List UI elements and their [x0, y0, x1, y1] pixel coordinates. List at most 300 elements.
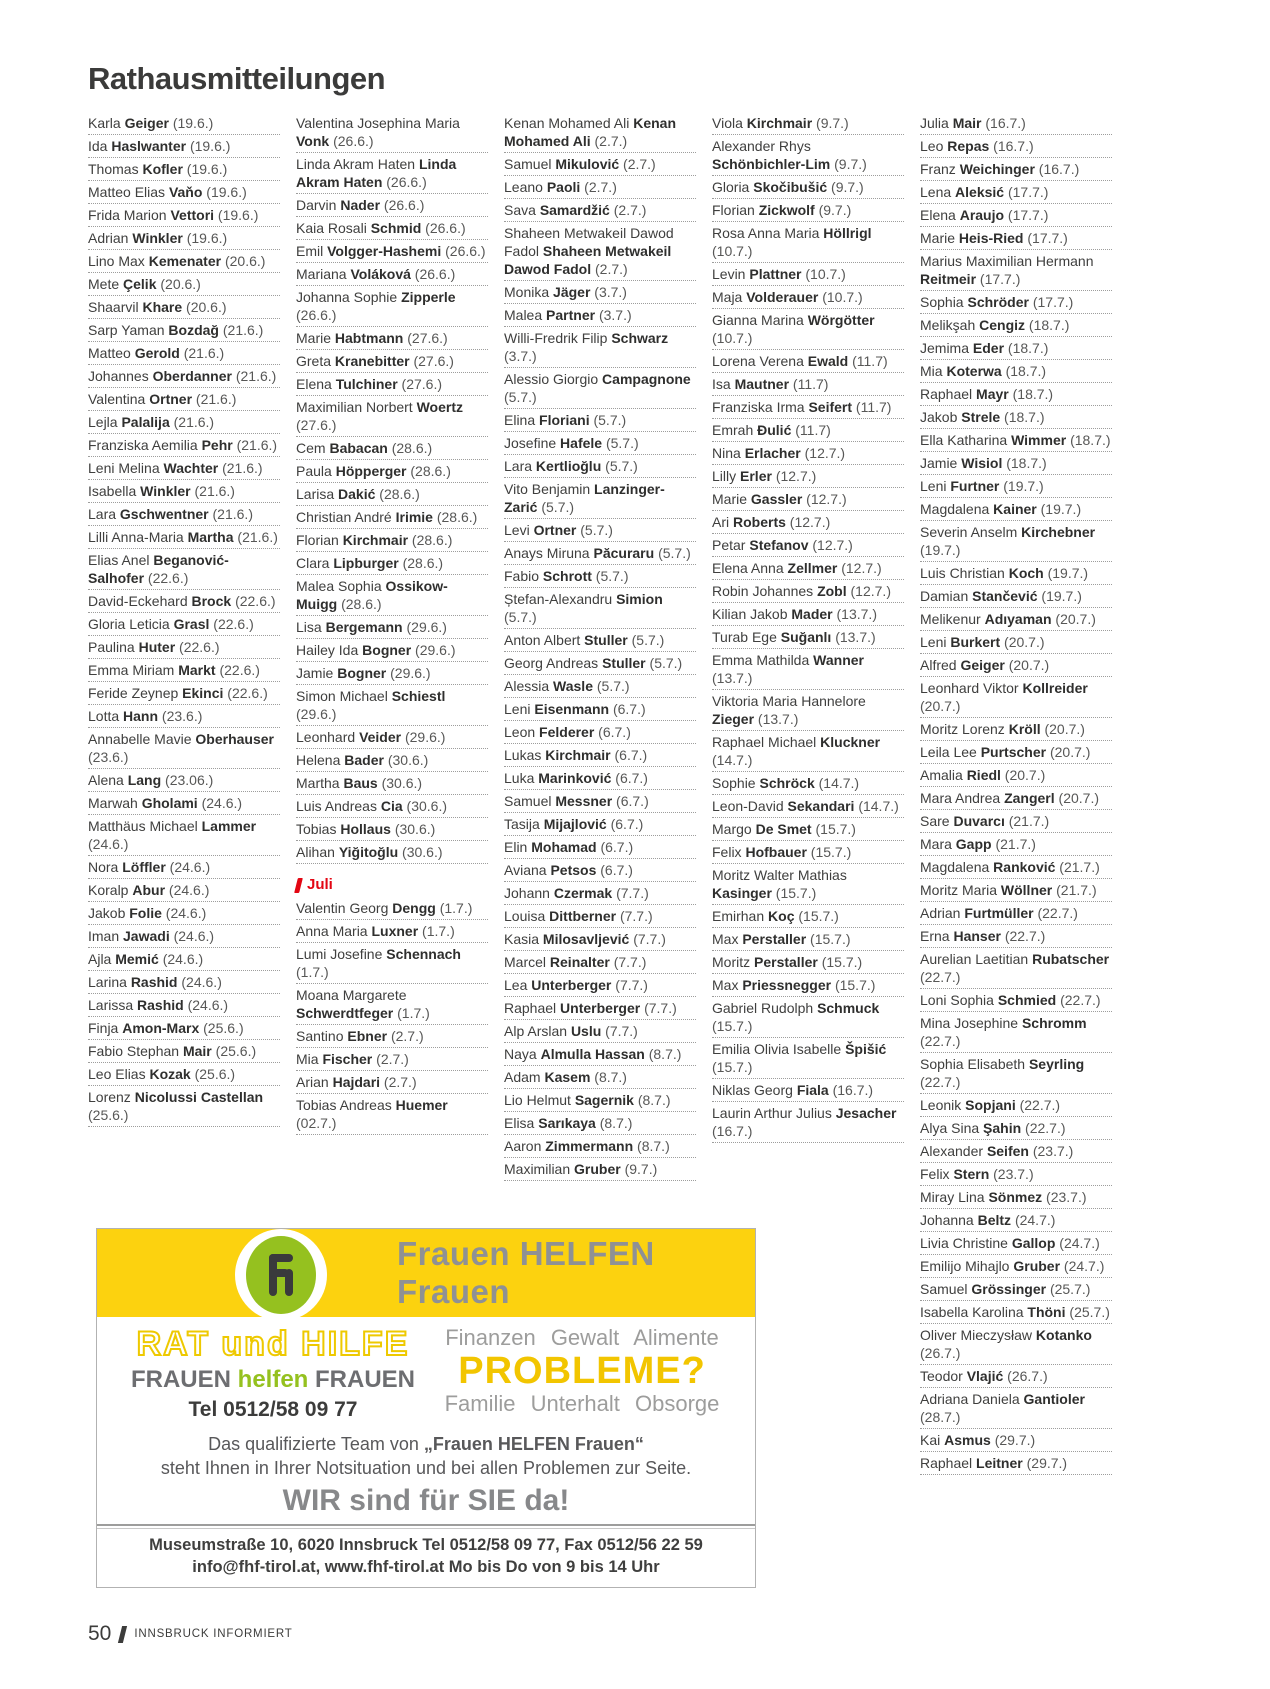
given-names: Arian	[296, 1074, 333, 1090]
birth-date: (2.7.)	[619, 156, 656, 172]
birth-entry	[504, 177, 696, 199]
birth-entry	[88, 683, 280, 705]
birth-date: (15.7.)	[811, 821, 856, 837]
surname: Zipperle	[401, 289, 456, 305]
birth-entry	[88, 205, 280, 227]
birth-date: (30.6.)	[398, 844, 443, 860]
given-names: Linda Akram Haten	[296, 156, 419, 172]
birth-date: (10.7.)	[712, 330, 753, 346]
birth-entry	[504, 814, 696, 836]
birth-date: (13.7.)	[754, 711, 799, 727]
birth-date: (26.7.)	[1003, 1368, 1048, 1384]
birth-date: (6.7.)	[609, 701, 646, 717]
birth-date: (7.7.)	[629, 931, 666, 947]
surname: Beltz	[977, 1212, 1012, 1228]
birth-entry	[712, 732, 904, 772]
given-names: Sava	[504, 202, 540, 218]
surname: Asmus	[944, 1432, 991, 1448]
birth-entry	[504, 906, 696, 928]
surname: Palalija	[121, 414, 170, 430]
month-heading-label: Juli	[307, 876, 333, 893]
surname: Löffler	[122, 859, 166, 875]
birth-entry	[296, 264, 488, 286]
given-names: Leo Elias	[88, 1066, 150, 1082]
given-names: Moritz Maria	[920, 882, 1001, 898]
birth-date: (29.7.)	[1022, 1455, 1068, 1471]
surname: Eisenmann	[534, 701, 610, 717]
given-names: Luis Andreas	[296, 798, 381, 814]
birth-entry	[920, 205, 1112, 227]
surname: Zimmermann	[545, 1138, 634, 1154]
given-names: Elena	[296, 376, 336, 392]
birth-entry	[712, 200, 904, 222]
surname: Mohamad	[531, 839, 597, 855]
surname: Nader	[340, 197, 381, 213]
birth-date: (1.7.)	[435, 900, 473, 916]
birth-date: (29.6.)	[402, 619, 447, 635]
birth-date: (28.6.)	[387, 440, 433, 456]
birth-entry	[296, 1072, 488, 1094]
birth-date: (15.7.)	[712, 1059, 753, 1075]
birth-date: (26.7.)	[920, 1345, 961, 1361]
surname: Habtmann	[334, 330, 404, 346]
birth-entry	[920, 1389, 1112, 1429]
birth-entry	[296, 750, 488, 772]
birth-entry	[920, 453, 1112, 475]
birth-date: (22.6.)	[209, 616, 254, 632]
given-names: Leni	[920, 634, 951, 650]
birth-date: (18.7.)	[1001, 363, 1047, 379]
birth-entry	[920, 407, 1112, 429]
surname: Luxner	[371, 923, 419, 939]
birth-date: (26.6.)	[441, 243, 486, 259]
birth-date: (13.7.)	[712, 670, 753, 686]
given-names: Sophia	[920, 294, 968, 310]
birth-entry	[920, 1279, 1112, 1301]
given-names: Aurelian Laetitian	[920, 951, 1033, 967]
births-column-1	[88, 113, 280, 1128]
birth-entry	[920, 182, 1112, 204]
birth-date: (26.6.)	[410, 266, 456, 282]
birth-entry	[920, 136, 1112, 158]
birth-date: (5.7.)	[602, 435, 639, 451]
given-names: Lejla	[88, 414, 122, 430]
surname: Uslu	[570, 1023, 602, 1039]
birth-entry	[504, 433, 696, 455]
given-names: Leni Melina	[88, 460, 164, 476]
birth-entry	[88, 816, 280, 856]
given-names: Larissa	[88, 997, 138, 1013]
birth-date: (6.7.)	[610, 747, 648, 763]
given-names: Simon Michael	[296, 688, 392, 704]
surname: Duvarcı	[953, 813, 1005, 829]
birth-entry	[88, 458, 280, 480]
birth-entry	[712, 650, 904, 690]
given-names: Leano	[504, 179, 547, 195]
birth-entry	[504, 883, 696, 905]
birth-entry	[920, 292, 1112, 314]
surname: Volderauer	[746, 289, 819, 305]
given-names: Kenan Mohamed Ali	[504, 115, 634, 131]
surname: Mijajlović	[543, 816, 607, 832]
birth-entry	[920, 678, 1112, 718]
birth-date: (17.7.)	[1004, 184, 1049, 200]
birth-date: (25.7.)	[1065, 1304, 1110, 1320]
birth-entry	[504, 952, 696, 974]
birth-date: (8.7.)	[633, 1092, 671, 1108]
birth-entry	[88, 343, 280, 365]
given-names: Paulina	[88, 639, 139, 655]
birth-date: (10.7.)	[801, 266, 846, 282]
birth-entry	[296, 1049, 488, 1071]
birth-entry	[296, 898, 488, 920]
birth-date: (24.6.)	[158, 951, 204, 967]
surname: Kasinger	[712, 885, 772, 901]
birth-date: (23.06.)	[161, 772, 214, 788]
surname: Winkler	[132, 230, 183, 246]
surname: Gruber	[574, 1161, 621, 1177]
surname: Strele	[961, 409, 1001, 425]
birth-entry	[504, 1136, 696, 1158]
birth-date: (10.7.)	[712, 243, 753, 259]
surname: Partner	[546, 307, 596, 323]
birth-date: (20.7.)	[1051, 611, 1096, 627]
birth-entry	[504, 200, 696, 222]
surname: Babacan	[329, 440, 388, 456]
given-names: Lea	[504, 977, 532, 993]
surname: Nicolussi Castellan	[134, 1089, 264, 1105]
surname: Hofbauer	[745, 844, 807, 860]
given-names: Teodor	[920, 1368, 967, 1384]
surname: Zieger	[712, 711, 755, 727]
birth-entry	[88, 251, 280, 273]
birth-date: (25.6.)	[190, 1066, 236, 1082]
surname: Sopjani	[965, 1097, 1016, 1113]
surname: Winkler	[140, 483, 191, 499]
birth-entry	[712, 1039, 904, 1079]
birth-entry	[296, 113, 488, 153]
birth-date: (24.6.)	[169, 928, 215, 944]
birth-entry	[712, 512, 904, 534]
birth-date: (28.6.)	[408, 532, 453, 548]
given-names: Rosa Anna Maria	[712, 225, 824, 241]
surname: Ranković	[993, 859, 1056, 875]
surname: Kirchebner	[1021, 524, 1096, 540]
birth-entry	[712, 113, 904, 135]
birth-date: (19.6.)	[182, 161, 228, 177]
surname: Koterwa	[946, 363, 1002, 379]
birth-entry	[712, 1103, 904, 1143]
surname: Špišić	[845, 1041, 887, 1057]
given-names: Lara	[504, 458, 536, 474]
ad-address-line1: Museumstraße 10, 6020 Innsbruck Tel 0512/58 09 77, Fax 0512/56 22 59	[149, 1536, 703, 1554]
given-names: Johanna Sophie	[296, 289, 402, 305]
surname: Markt	[178, 662, 216, 678]
given-names: Nora	[88, 859, 123, 875]
birth-date: (20.6.)	[221, 253, 266, 269]
frauen-word-2: FRAUEN	[315, 1366, 416, 1393]
ad-body-pre: Das qualifizierte Team von	[208, 1434, 424, 1454]
birth-entry	[504, 479, 696, 519]
given-names: Sophie	[712, 775, 760, 791]
birth-entry	[712, 374, 904, 396]
birth-date: (18.7.)	[1004, 340, 1049, 356]
surname: Cia	[380, 798, 403, 814]
birth-entry	[920, 522, 1112, 562]
birth-entry	[920, 857, 1112, 879]
birth-entry	[712, 998, 904, 1038]
surname: Yiğitoğlu	[338, 844, 399, 860]
given-names: Emma Miriam	[88, 662, 179, 678]
birth-date: (12.7.)	[837, 560, 882, 576]
surname: Schwerdtfeger	[296, 1005, 394, 1021]
birth-date: (13.7.)	[831, 629, 876, 645]
birth-date: (19.6.)	[202, 184, 247, 200]
birth-date: (8.7.)	[644, 1046, 682, 1062]
surname: Koç	[768, 908, 795, 924]
surname: Suğanlı	[780, 629, 832, 645]
birth-entry	[712, 773, 904, 795]
birth-date: (5.7.)	[601, 458, 638, 474]
birth-date: (12.7.)	[771, 468, 817, 484]
birth-entry	[88, 770, 280, 792]
birth-date: (2.7.)	[580, 179, 617, 195]
surname: Campagnone	[602, 371, 691, 387]
surname: Schröck	[759, 775, 815, 791]
surname: Khare	[142, 299, 183, 315]
surname: Eder	[972, 340, 1005, 356]
birth-date: (21.7.)	[1055, 859, 1100, 875]
given-names: Melikenur	[920, 611, 985, 627]
surname: Jawadi	[123, 928, 170, 944]
given-names: Jakob	[920, 409, 962, 425]
given-names: Levi	[504, 522, 534, 538]
surname: Hanser	[953, 928, 1001, 944]
ad-body-text	[97, 1432, 755, 1480]
birth-date: (22.7.)	[1021, 1120, 1066, 1136]
given-names: Anays Miruna	[504, 545, 594, 561]
given-names: Lorena Verena	[712, 353, 808, 369]
birth-entry	[920, 742, 1112, 764]
birth-date: (12.7.)	[846, 583, 891, 599]
given-names: Lisa	[296, 619, 326, 635]
birth-entry	[712, 842, 904, 864]
given-names: Gabriel Rudolph	[712, 1000, 818, 1016]
surname: Kirchmair	[746, 115, 813, 131]
surname: Zangerl	[1004, 790, 1055, 806]
birth-date: (2.7.)	[372, 1051, 409, 1067]
surname: Tulchiner	[335, 376, 398, 392]
ad-body-bold: „Frauen HELFEN Frauen“	[423, 1434, 644, 1454]
given-names: Marius Maximilian Hermann	[920, 253, 1094, 269]
given-names: Adriana Daniela	[920, 1391, 1024, 1407]
surname: Haslwanter	[111, 138, 187, 154]
given-names: Raphael	[504, 1000, 561, 1016]
given-names: Jakob	[88, 905, 130, 921]
surname: Erler	[740, 468, 772, 484]
given-names: Cem	[296, 440, 330, 456]
birth-entry	[296, 576, 488, 616]
given-names: Malea	[504, 307, 547, 323]
surname: Kollreider	[1022, 680, 1088, 696]
birth-date: (13.7.)	[832, 606, 877, 622]
fhf-logo-oval	[246, 1236, 316, 1314]
given-names: Lilli Anna-Maria	[88, 529, 188, 545]
frauen-helfen-frauen-ad	[96, 1228, 756, 1588]
given-names: Moana Margarete	[296, 987, 407, 1003]
birth-entry	[920, 228, 1112, 250]
birth-date: (22.6.)	[215, 662, 260, 678]
birth-date: (21.6.)	[190, 483, 235, 499]
birth-entry	[920, 609, 1112, 631]
page-number: 50	[88, 1622, 112, 1645]
surname: Erlacher	[744, 445, 801, 461]
given-names: Georg Andreas	[504, 655, 603, 671]
birth-date: (20.7.)	[1040, 721, 1085, 737]
birth-date: (22.6.)	[231, 593, 276, 609]
surname: Mayr	[976, 386, 1009, 402]
given-names: Emrah	[712, 422, 758, 438]
birth-entry	[920, 1054, 1112, 1094]
given-names: Valentina	[88, 391, 150, 407]
birth-entry	[712, 604, 904, 626]
birth-entry	[920, 1164, 1112, 1186]
birth-entry	[296, 241, 488, 263]
given-names: Damian	[920, 588, 973, 604]
birth-entry	[920, 1118, 1112, 1140]
surname: Oberdanner	[152, 368, 232, 384]
surname: Roberts	[733, 514, 786, 530]
birth-date: (10.7.)	[818, 289, 863, 305]
surname: Kranebitter	[334, 353, 410, 369]
birth-entry	[88, 412, 280, 434]
birth-date: (21.6.)	[208, 506, 253, 522]
birth-entry	[88, 926, 280, 948]
surname: Milosavljević	[542, 931, 630, 947]
birth-date: (22.7.)	[1033, 905, 1078, 921]
given-names: Koralp	[88, 882, 133, 898]
birth-entry	[88, 136, 280, 158]
birth-date: (17.7.)	[1023, 230, 1068, 246]
birth-entry	[504, 328, 696, 368]
surname: Wöllner	[1000, 882, 1053, 898]
birth-date: (23.7.)	[1028, 1143, 1074, 1159]
given-names: Luis Christian	[920, 565, 1009, 581]
birth-entry	[712, 397, 904, 419]
birth-entry	[504, 676, 696, 698]
red-slash-icon	[294, 878, 303, 893]
given-names: Marie	[296, 330, 335, 346]
surname: Şahin	[983, 1120, 1022, 1136]
given-names: Raphael	[920, 1455, 977, 1471]
birth-entry	[504, 282, 696, 304]
given-names: Alena	[88, 772, 128, 788]
helfen-word: helfen	[237, 1366, 309, 1393]
given-names: Tasija	[504, 816, 544, 832]
surname: Volgger-Hashemi	[327, 243, 442, 259]
surname: Ekinci	[182, 685, 224, 701]
given-names: Josefine	[504, 435, 561, 451]
birth-entry	[712, 1080, 904, 1102]
birth-entry	[504, 410, 696, 432]
birth-date: (12.7.)	[802, 491, 847, 507]
surname: Hollaus	[340, 821, 391, 837]
given-names: Nina	[712, 445, 745, 461]
surname: Ortner	[533, 522, 577, 538]
given-names: Kai	[920, 1432, 945, 1448]
given-names: Lio Helmut	[504, 1092, 575, 1108]
ad-right-block	[423, 1325, 741, 1422]
given-names: Melikşah	[920, 317, 980, 333]
birth-entry	[504, 1090, 696, 1112]
birth-entry	[296, 438, 488, 460]
given-names: Niklas Georg	[712, 1082, 797, 1098]
surname: Schrott	[542, 568, 592, 584]
birth-entry	[88, 274, 280, 296]
given-names: Kilian Jakob	[712, 606, 792, 622]
given-names: Jamie	[920, 455, 962, 471]
surname: Leitner	[976, 1455, 1023, 1471]
birth-date: (24.6.)	[197, 795, 243, 811]
birth-entry	[88, 591, 280, 613]
given-names: Iman	[88, 928, 124, 944]
birth-date: (16.7.)	[1034, 161, 1080, 177]
birth-entry	[88, 297, 280, 319]
given-names: Marie	[712, 491, 751, 507]
birth-date: (3.7.)	[590, 284, 627, 300]
birth-date: (1.7.)	[418, 923, 455, 939]
birth-date: (17.7.)	[1028, 294, 1074, 310]
birth-date: (7.7.)	[601, 1023, 638, 1039]
given-names: Leo	[920, 138, 948, 154]
surname: Sagernik	[574, 1092, 634, 1108]
given-names: Felix	[920, 1166, 954, 1182]
birth-date: (5.7.)	[504, 389, 537, 405]
birth-entry	[504, 998, 696, 1020]
given-names: Lorenz	[88, 1089, 135, 1105]
birth-date: (24.6.)	[177, 974, 222, 990]
surname: Zellmer	[787, 560, 838, 576]
birth-date: (20.7.)	[920, 698, 961, 714]
given-names: Ida	[88, 138, 112, 154]
birth-entry	[504, 305, 696, 327]
given-names: Marcel	[504, 954, 550, 970]
surname: Weichinger	[959, 161, 1035, 177]
surname: Gerold	[134, 345, 180, 361]
given-names: Alessia	[504, 678, 554, 694]
birth-entry	[296, 819, 488, 841]
birth-date: (7.7.)	[611, 977, 648, 993]
surname: Kotanko	[1035, 1327, 1092, 1343]
given-names: Kasia	[504, 931, 543, 947]
surname: Geiger	[960, 657, 1005, 673]
birth-date: (16.7.)	[712, 1123, 753, 1139]
given-names: Vito Benjamin	[504, 481, 595, 497]
given-names: Moritz Lorenz	[920, 721, 1009, 737]
surname: Geiger	[124, 115, 169, 131]
birth-date: (16.7.)	[981, 115, 1026, 131]
surname: Reinalter	[549, 954, 610, 970]
given-names: Elisa	[504, 1115, 539, 1131]
surname: Stančević	[972, 588, 1038, 604]
surname: Stern	[953, 1166, 990, 1182]
birth-entry	[88, 995, 280, 1017]
birth-date: (16.7.)	[828, 1082, 874, 1098]
birth-date: (14.7.)	[814, 775, 860, 791]
birth-date: (14.7.)	[712, 752, 753, 768]
surname: Irimie	[395, 509, 433, 525]
birth-entry	[712, 952, 904, 974]
